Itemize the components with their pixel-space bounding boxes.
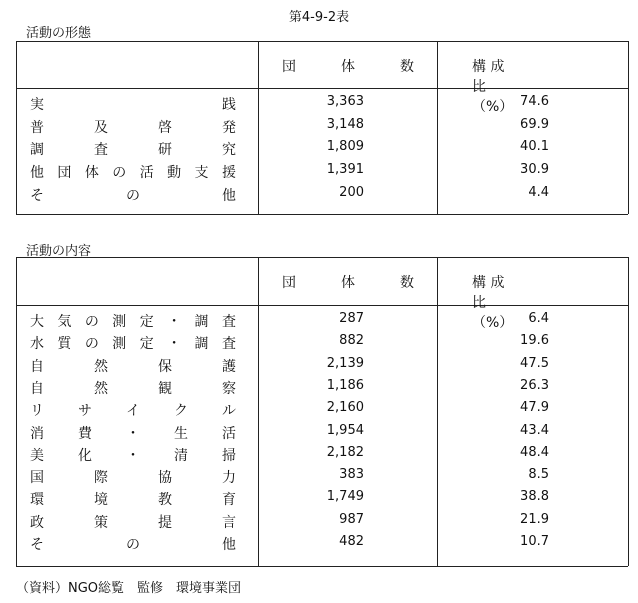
section-title: 活動の形態 xyxy=(26,26,92,41)
row-label-char: 境 xyxy=(94,492,108,509)
row-label-char: そ xyxy=(30,537,44,553)
row-label-char: 環 xyxy=(30,492,44,509)
row-ratio: 30.9 xyxy=(520,162,549,178)
row-ratio: 38.8 xyxy=(520,489,549,505)
row-label xyxy=(30,378,236,398)
header-rule xyxy=(16,88,628,89)
row-count: 482 xyxy=(339,534,364,549)
row-label xyxy=(30,534,236,554)
row-label xyxy=(30,311,236,331)
row-label-char: 測 xyxy=(112,314,127,330)
column-header-char: 体 xyxy=(341,275,355,291)
row-ratio: 26.3 xyxy=(520,377,549,393)
row-label-char: 測 xyxy=(112,336,127,353)
row-label-char: 言 xyxy=(222,514,236,531)
row-label-char: 調 xyxy=(30,142,44,159)
row-label-char: の xyxy=(84,314,99,330)
row-count: 200 xyxy=(339,184,364,200)
row-label-char: 気 xyxy=(57,314,72,330)
row-label-char: 美 xyxy=(30,447,44,464)
row-label-char: 政 xyxy=(30,514,44,531)
row-label-char: 育 xyxy=(222,492,236,509)
column-header-char: 数 xyxy=(400,58,414,75)
column-header-count xyxy=(282,272,414,292)
row-label-char: 査 xyxy=(94,142,108,159)
row-label-char: そ xyxy=(30,187,44,204)
row-count: 1,186 xyxy=(326,377,364,393)
row-ratio: 69.9 xyxy=(520,116,549,132)
row-label-char: 啓 xyxy=(158,119,172,136)
row-label xyxy=(30,467,236,487)
row-label-char: 協 xyxy=(158,470,172,487)
row-label-char: 策 xyxy=(94,514,108,531)
row-label-char: ・ xyxy=(126,447,140,464)
row-ratio: 47.5 xyxy=(520,355,549,371)
row-label-char: 自 xyxy=(30,380,44,397)
row-label-char: 調 xyxy=(194,314,209,330)
row-count: 987 xyxy=(339,511,364,527)
row-count: 3,363 xyxy=(326,94,364,109)
row-label xyxy=(30,139,236,159)
column-header-ratio: 構 成 比（%） xyxy=(472,275,514,331)
row-ratio: 47.9 xyxy=(520,400,549,416)
row-label-char: 教 xyxy=(158,492,172,509)
row-label-char: 活 xyxy=(222,425,236,442)
table-left-rule xyxy=(16,257,17,566)
table-bottom-rule xyxy=(16,214,628,215)
row-ratio: 21.9 xyxy=(520,511,549,527)
row-label-char: リ xyxy=(30,403,44,420)
row-ratio: 19.6 xyxy=(520,333,549,349)
row-label-char: 定 xyxy=(139,336,154,353)
row-ratio: 8.5 xyxy=(528,467,549,483)
row-label-char: 団 xyxy=(57,165,72,182)
row-count: 882 xyxy=(339,333,364,349)
row-label xyxy=(30,400,236,420)
row-label-char: 清 xyxy=(174,447,188,464)
column-header-char: 団 xyxy=(282,275,296,291)
column-header-ratio: 構 成 比（%） xyxy=(472,58,514,115)
row-label-char: 提 xyxy=(158,514,172,531)
row-ratio: 40.1 xyxy=(520,139,549,155)
row-ratio: 43.4 xyxy=(520,422,549,438)
row-label-char: 支 xyxy=(194,165,209,182)
row-label-char: 活 xyxy=(139,165,154,182)
row-label-char: ク xyxy=(174,403,188,420)
row-label-char: の xyxy=(84,336,99,353)
row-label-char: 援 xyxy=(221,165,236,182)
table-right-rule xyxy=(628,257,629,566)
row-count: 2,139 xyxy=(326,355,364,371)
row-label-char: 掃 xyxy=(222,447,236,464)
row-count: 383 xyxy=(339,467,364,483)
row-label-char: 消 xyxy=(30,425,44,442)
section-title: 活動の内容 xyxy=(26,244,92,259)
row-label-char: 定 xyxy=(139,314,154,330)
row-count: 1,749 xyxy=(326,489,364,505)
row-label-char: ル xyxy=(222,403,236,420)
row-label-char: ・ xyxy=(167,336,182,353)
row-label-char: 体 xyxy=(84,165,99,182)
row-label-char: の xyxy=(126,537,140,553)
row-label-char: 践 xyxy=(222,97,236,113)
row-label-char: の xyxy=(112,165,127,182)
source-note: （資料）NGO総覧 監修 環境事業団 xyxy=(16,581,242,596)
row-label-char: 査 xyxy=(221,336,236,353)
row-label-char: 大 xyxy=(30,314,44,330)
row-label xyxy=(30,185,236,205)
row-label xyxy=(30,162,236,182)
row-label-char: 化 xyxy=(78,447,92,464)
column-header-char: 団 xyxy=(282,58,296,75)
row-label-char: 究 xyxy=(222,142,236,159)
row-count: 1,391 xyxy=(326,162,364,178)
column-header-char: 数 xyxy=(400,275,414,291)
row-label-char: 調 xyxy=(194,336,209,353)
row-count: 287 xyxy=(339,311,364,326)
row-count: 2,182 xyxy=(326,444,364,460)
table-top-rule xyxy=(16,41,628,42)
row-label-char: 普 xyxy=(30,119,44,136)
table-left-rule xyxy=(16,41,17,214)
row-label-char: ・ xyxy=(126,425,140,442)
table-bottom-rule xyxy=(16,566,628,567)
row-label-char: の xyxy=(126,187,140,204)
row-label-char: 際 xyxy=(94,470,108,487)
row-label xyxy=(30,333,236,353)
row-label-char: 査 xyxy=(221,314,236,330)
row-label-char: ・ xyxy=(167,314,182,330)
row-label-char: 察 xyxy=(222,380,236,397)
row-label-char: 護 xyxy=(222,358,236,375)
row-label-char: 自 xyxy=(30,358,44,375)
row-label-char: 国 xyxy=(30,470,44,487)
table-right-rule xyxy=(628,41,629,214)
row-label-char: 力 xyxy=(222,470,236,487)
row-ratio: 4.4 xyxy=(528,184,549,200)
row-ratio: 48.4 xyxy=(520,444,549,460)
row-label-char: 観 xyxy=(158,380,172,397)
row-label-char: イ xyxy=(126,403,140,420)
figure-title: 第4-9-2表 xyxy=(288,10,350,25)
row-label-char: 他 xyxy=(30,165,44,182)
row-label-char: 費 xyxy=(78,425,92,442)
column-rule xyxy=(258,257,259,566)
row-ratio: 10.7 xyxy=(520,534,549,549)
row-label-char: サ xyxy=(78,403,92,420)
column-rule xyxy=(437,41,438,214)
table-top-rule xyxy=(16,257,628,258)
row-label-char: 及 xyxy=(94,119,108,136)
row-label xyxy=(30,423,236,443)
row-label-char: 研 xyxy=(158,142,172,159)
row-label-char: 生 xyxy=(174,425,188,442)
row-label-char: 他 xyxy=(222,537,236,553)
column-header-count xyxy=(282,56,414,76)
row-label-char: 保 xyxy=(158,358,172,375)
row-label xyxy=(30,117,236,137)
row-label-char: 質 xyxy=(57,336,72,353)
row-label-char: 実 xyxy=(30,97,44,113)
row-ratio: 74.6 xyxy=(520,94,549,109)
column-rule xyxy=(437,257,438,566)
row-label-char: 然 xyxy=(94,380,108,397)
row-label xyxy=(30,356,236,376)
row-count: 1,809 xyxy=(326,139,364,155)
row-label xyxy=(30,445,236,465)
row-count: 2,160 xyxy=(326,400,364,416)
row-label-char: 水 xyxy=(30,336,44,353)
row-label-char: 然 xyxy=(94,358,108,375)
row-label-char: 動 xyxy=(167,165,182,182)
row-label-char: 発 xyxy=(222,119,236,136)
row-ratio: 6.4 xyxy=(528,311,549,326)
column-rule xyxy=(258,41,259,214)
column-header-char: 体 xyxy=(341,58,355,75)
row-count: 3,148 xyxy=(326,116,364,132)
row-label xyxy=(30,512,236,532)
row-count: 1,954 xyxy=(326,422,364,438)
row-label xyxy=(30,489,236,509)
header-rule xyxy=(16,305,628,306)
row-label xyxy=(30,94,236,114)
row-label-char: 他 xyxy=(222,187,236,204)
